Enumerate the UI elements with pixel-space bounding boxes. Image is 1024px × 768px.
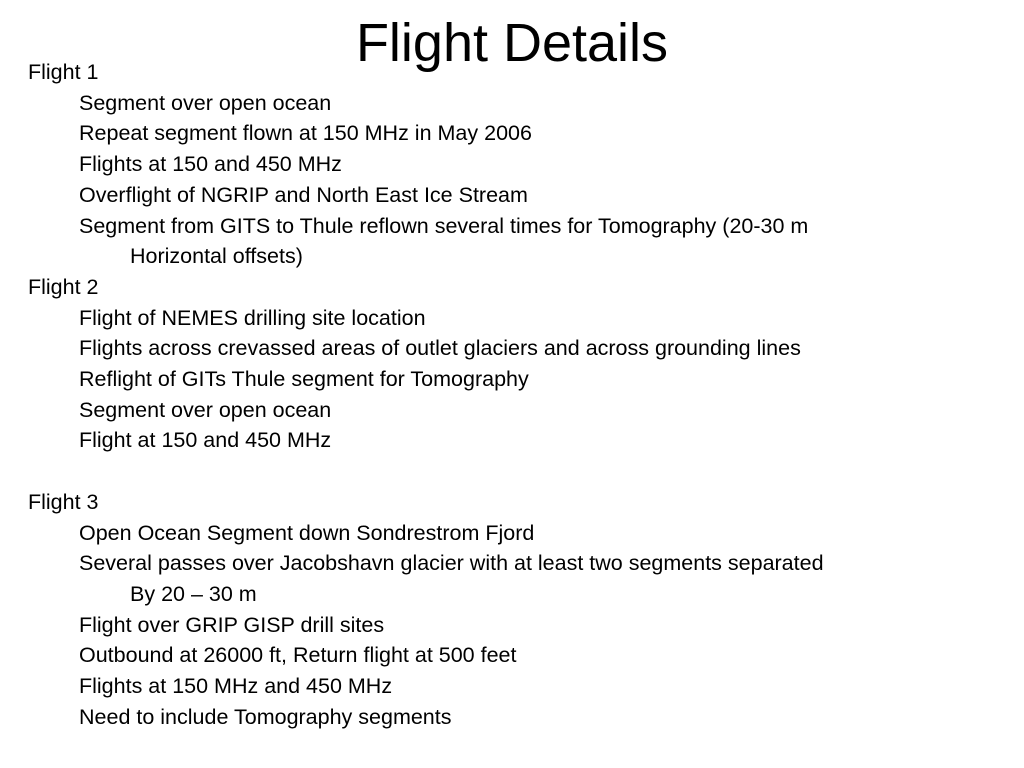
flight-heading: Flight 2 — [28, 274, 99, 299]
item-text: Overflight of NGRIP and North East Ice Stream — [79, 182, 528, 207]
list-item — [28, 149, 988, 180]
flight-heading: Flight 3 — [28, 489, 99, 514]
item-text: Flights at 150 MHz and 450 MHz — [79, 674, 393, 699]
item-text: Outbound at 26000 ft, Return flight at 500 feet — [79, 643, 517, 668]
item-text: Segment over open ocean — [79, 90, 332, 115]
item-text: Flight of NEMES drilling site location — [79, 305, 426, 330]
flight-heading: Flight 1 — [28, 60, 99, 84]
list-item — [28, 211, 988, 272]
list-item — [28, 303, 988, 334]
item-text: Flight at 150 and 450 MHz — [79, 428, 332, 453]
item-text: Repeat segment flown at 150 MHz in May 2006 — [79, 121, 532, 146]
list-item — [28, 88, 988, 119]
flight-1-section — [28, 57, 988, 272]
list-item — [28, 702, 988, 733]
item-text: Segment from GITS to Thule reflown several times for Tomography (20-30 m — [79, 213, 809, 238]
list-item — [28, 333, 988, 364]
item-text: Flight over GRIP GISP drill sites — [79, 612, 385, 637]
flight-details-body — [28, 57, 988, 732]
list-item — [28, 518, 988, 549]
item-text: Open Ocean Segment down Sondrestrom Fjord — [79, 520, 535, 545]
section-spacer — [28, 456, 988, 487]
page-title: Flight Details — [355, 13, 669, 73]
item-text: Segment over open ocean — [79, 397, 332, 422]
list-item — [28, 180, 988, 211]
list-item — [28, 395, 988, 426]
item-text: Need to include Tomography segments — [79, 704, 452, 729]
item-text-continued: Horizontal offsets) — [130, 244, 303, 269]
list-item — [28, 364, 988, 395]
list-item — [28, 425, 988, 456]
item-text: Flights at 150 and 450 MHz — [79, 152, 342, 177]
list-item — [28, 640, 988, 671]
flight-2-section — [28, 272, 988, 456]
item-text: Reflight of GITs Thule segment for Tomography — [79, 367, 529, 392]
item-text: Several passes over Jacobshavn glacier with at least two segments separated — [79, 551, 824, 576]
list-item — [28, 671, 988, 702]
list-item — [28, 610, 988, 641]
list-item — [28, 548, 988, 609]
flight-3-section — [28, 487, 988, 733]
item-text-continued: By 20 – 30 m — [130, 581, 257, 606]
item-text: Flights across crevassed areas of outlet glaciers and across grounding lines — [79, 336, 801, 361]
list-item — [28, 118, 988, 149]
